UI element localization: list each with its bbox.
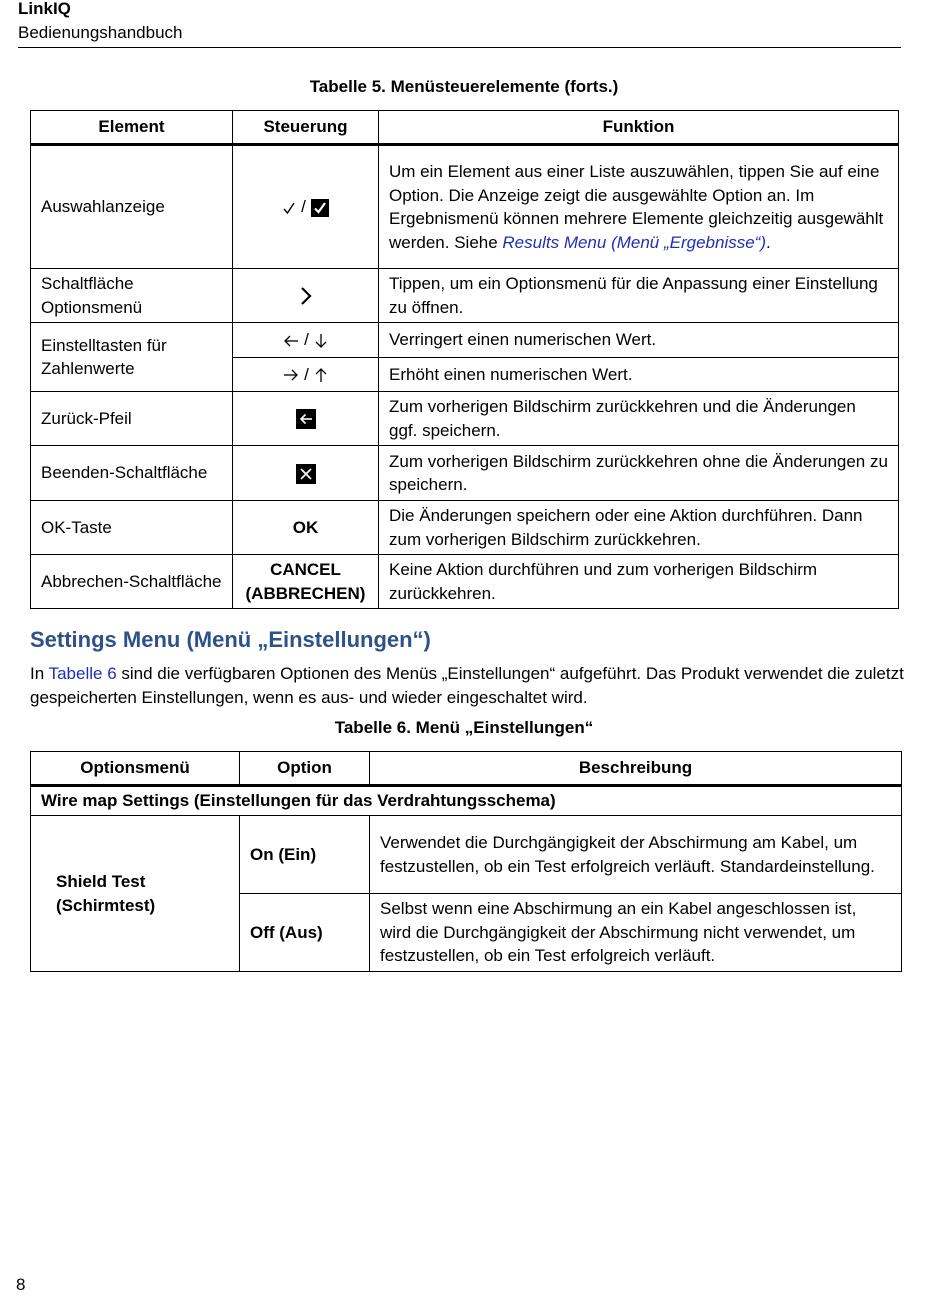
arrow-right-icon	[283, 365, 304, 384]
manual-title: Bedienungshandbuch	[18, 23, 183, 42]
cell-function: Zum vorherigen Bildschirm zurückkehren ohne die Änderungen zu speichern.	[379, 446, 899, 501]
cell-element: Schaltfläche Optionsmenü	[31, 269, 233, 323]
section-paragraph: In Tabelle 6 sind die verfügbaren Optionen des Menüs „Einstellungen“ aufgeführt. Das Produkt verwendet die zuletzt gespeicherten Einstellungen, wenn es aus- und wieder eingeschaltet wird.	[30, 664, 904, 707]
check-icon	[282, 197, 301, 216]
close-box-icon	[296, 463, 316, 482]
cell-function: Verringert einen numerischen Wert.	[379, 323, 899, 358]
back-arrow-box-icon	[296, 409, 316, 428]
table5-header-control: Steuerung	[233, 111, 379, 145]
table-row	[31, 555, 899, 609]
cell-control: /	[233, 145, 379, 269]
cell-function: Tippen, um ein Optionsmenü für die Anpassung einer Einstellung zu öffnen.	[379, 269, 899, 323]
table6-caption: Tabelle 6. Menü „Einstellungen“	[334, 718, 594, 737]
table6-header-menu: Optionsmenü	[31, 752, 240, 786]
cell-function: Zum vorherigen Bildschirm zurückkehren und die Änderungen ggf. speichern.	[379, 392, 899, 446]
table-row	[31, 786, 902, 816]
cell-element: Beenden-Schaltfläche	[31, 446, 233, 501]
arrow-down-icon	[309, 330, 328, 349]
table6	[30, 751, 902, 972]
cell-control: /	[233, 358, 379, 392]
table5-header-function: Funktion	[379, 111, 899, 145]
table5	[30, 110, 899, 609]
table6-header-option: Option	[240, 752, 370, 786]
table-row	[31, 446, 899, 501]
table6-link[interactable]: Tabelle 6	[48, 664, 117, 683]
arrow-left-icon	[283, 330, 304, 349]
results-menu-link[interactable]: Results Menu (Menü „Ergebnisse“)	[502, 232, 767, 252]
cell-control	[233, 446, 379, 501]
cell-element: OK-Taste	[31, 501, 233, 555]
cell-function: Um ein Element aus einer Liste auszuwählen, tippen Sie auf eine Option. Die Anzeige zeigt die ausgewählte Option an. Im Ergebnismenü können mehrere Elemente gleichzeitig ausgewählt werden. Siehe Results Menu (Menü „Ergebnisse“).	[379, 145, 899, 269]
cell-function: Keine Aktion durchführen und zum vorherigen Bildschirm zurückkehren.	[379, 555, 899, 609]
chevron-right-icon	[299, 286, 313, 305]
cell-description: Verwendet die Durchgängigkeit der Abschirmung am Kabel, um festzustellen, ob ein Test erfolgreich verläuft. Standardeinstellung.	[370, 816, 902, 894]
table-row	[31, 816, 902, 894]
cell-function: Erhöht einen numerischen Wert.	[379, 358, 899, 392]
cell-element: Auswahlanzeige	[31, 145, 233, 269]
page-number: 8	[16, 1275, 26, 1294]
arrow-up-icon	[309, 365, 328, 384]
group-row: Wire map Settings (Einstellungen für das Verdrahtungsschema)	[31, 786, 902, 816]
table-row	[31, 269, 899, 323]
cell-option: On (Ein)	[240, 816, 370, 894]
cell-control	[233, 269, 379, 323]
cell-control: CANCEL (ABBRECHEN)	[233, 555, 379, 609]
table-row	[31, 501, 899, 555]
cell-control: /	[233, 323, 379, 358]
product-name: LinkIQ	[18, 0, 71, 18]
table5-caption: Tabelle 5. Menüsteuerelemente (forts.)	[309, 77, 619, 96]
cell-function: Die Änderungen speichern oder eine Aktion durchführen. Dann zum vorherigen Bildschirm zurückkehren.	[379, 501, 899, 555]
table-row	[31, 392, 899, 446]
cell-control	[233, 392, 379, 446]
page-header	[18, 0, 901, 48]
cell-element: Zurück-Pfeil	[31, 392, 233, 446]
cell-option: Off (Aus)	[240, 894, 370, 972]
checked-box-icon	[306, 197, 329, 216]
section-title: Settings Menu (Menü „Einstellungen“)	[30, 627, 431, 652]
table-row	[31, 323, 899, 358]
cell-description: Selbst wenn eine Abschirmung an ein Kabel angeschlossen ist, wird die Durchgängigkeit der Abschirmung nicht verwendet, um festzustellen, ob ein Test erfolgreich verläuft.	[370, 894, 902, 972]
table-row	[31, 145, 899, 269]
table5-header-element: Element	[31, 111, 233, 145]
cell-menu: Shield Test (Schirmtest)	[31, 816, 240, 972]
cell-element: Einstelltasten für Zahlenwerte	[31, 323, 233, 392]
cell-control: OK	[233, 501, 379, 555]
table6-header-description: Beschreibung	[370, 752, 902, 786]
cell-element: Abbrechen-Schaltfläche	[31, 555, 233, 609]
